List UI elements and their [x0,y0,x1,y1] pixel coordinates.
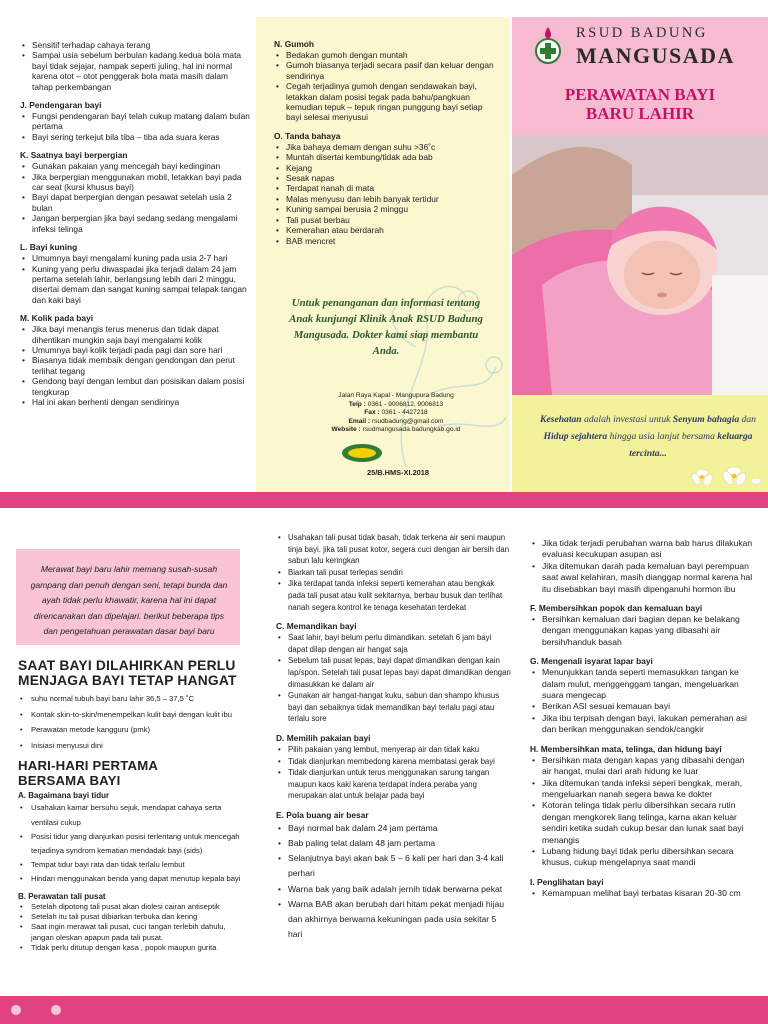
list-item: • Bab paling telat dalam 48 jam pertama [276,836,512,851]
frangipani-flower-icon [688,463,766,491]
list-item: • Bedakan gumoh dengan muntah [274,50,500,60]
bullet-list [530,614,755,648]
intro-box: Merawat bayi baru lahir memang susah-susah gampang dan penuh dengan seni, tetapi bunda dan ayah tidak perlu khawatir, karena hal ini dapat direncanakan dan dipelajari. berikut beberapa tips dan pengetahuan perawatan dasar bayi baru [16,549,240,645]
list-item: • Kotoran telinga tidak perlu dibersihkan secara rutin dengan mengkorek liang telinga, karna akan keluar sendiri ketika sudah cukup besar dan lunak saat bayi menangis [530,800,755,846]
bullet-list [274,142,500,246]
bullet-list [276,532,512,613]
list-item: • Jika ibu terpisah dengan bayi, lakukan pemerahan asi dan berikan menggunakan sendok/cangkir [530,713,755,736]
list-item: • Biasanya tidak membaik dengan gendongan dan perut terlihat tegang [20,355,250,376]
list-item: • Jika tidak terjadi perubahan warna bab harus dilakukan evaluasi kecukupan asupan asi [530,538,755,561]
section [276,621,512,725]
list-item: • Jika terdapat tanda infeksi seperti kemerahan atau bengkak pada tali pusat atau kulit sekitarnya, berbau busuk dan terlihat nanah segera kontrol ke tenaga kesehatan terdekat [276,578,512,613]
list-item: • Sampai usia sebelum berbulan kadang kedua bola mata bayi tidak sejajar, nampak seperti juling, hal ini normal karena otot – otot penggerak bola mata masih dalam tahap perkembangan [20,50,250,92]
list-item: • Gunakan pakaian yang mencegah bayi kedinginan [20,161,250,171]
section-heading: I. Penglihatan bayi [530,876,604,887]
section-heading: O. Tanda bahaya [274,130,341,141]
bullet-list [276,632,512,725]
section [20,150,250,234]
tagline [534,411,762,462]
bullet-list [276,821,512,943]
brochure-title [512,85,768,123]
list-item: • Kuning yang perlu diwaspadai jika terjadi dalam 24 jam pertama setelah lahir, berlangsung lebih dari 2 minggu, disertai demam dan sangat kuning sampai telapak tangan dan kaki bayi [20,264,250,306]
email: rsudbadung@gmail.com [371,417,444,425]
section-heading: J. Pendengaran bayi [20,100,102,111]
list-item: • Inisiasi menyusui dini [18,738,248,754]
list-item: • Tidak perlu ditutup dengan kasa , popok maupun gurita [18,943,248,953]
back-column-3 [530,538,755,907]
list-item: • Bersihkan kemaluan dari bagian depan ke belakang dengan menggunakan kapas yang dibasahi air bersih/handuk basah [530,614,755,648]
list-item: • Biarkan tali pusat terlepas sendiri [276,567,512,579]
hospital-logo [532,25,564,65]
section [530,656,755,735]
section [20,313,250,407]
section [276,532,512,613]
section [276,733,512,802]
umbilical-list [18,902,248,954]
address-block [296,392,496,435]
panel-middle [256,17,510,495]
bullet-list [20,324,250,407]
section [20,40,250,92]
list-item: • Sensitif terhadap cahaya terang [20,40,250,50]
list-item: • Tidak dianjurkan membedong karena membatasi gerak bayi [276,756,512,768]
section [20,100,250,142]
contact-message: Untuk penanganan dan informasi tentang Anak kunjungi Klinik Anak RSUD Badung Mangusada. Dokter kami siap membantu Anda. [289,297,483,357]
back-column-2 [276,532,512,951]
list-item: • Lubang hidung bayi tidak perlu dibersihkan secara khusus, cukup mengelapnya saat mandi [530,846,755,869]
bullet-list [274,50,500,123]
list-item: • Umumnya bayi mengalami kuning pada usia 2-7 hari [20,253,250,263]
list-item: • Terdapat nanah di mata [274,183,500,193]
list-item: • Tempat tidur bayi rata dan tidak terlalu lembut [18,858,248,872]
list-item: • Gumoh biasanya terjadi secara pasif dan keluar dengan sendirinya [274,60,500,81]
section-heading: D. Memilih pakaian bayi [276,732,371,743]
list-item: • Warna bak yang baik adalah jernih tidak berwarna pekat [276,882,512,897]
list-item: • Hal ini akan berhenti dengan sendirinya [20,397,250,407]
tagline-word-kesehatan: Kesehatan [540,414,582,425]
telp-label: Telp : [348,400,366,408]
tagline-part: adalah investasi untuk [581,414,673,425]
list-item: • Menunjukkan tanda seperti memasukkan tangan ke dalam mulut, menggenggam tangan, mengeluarkan suara mengecap [530,667,755,701]
list-item: • BAB mencret [274,236,500,246]
list-item: • Jika bahaya demam dengan suhu >36˚c [274,142,500,152]
list-item: • Jika berpergian menggunakan mobil, letakkan bayi pada car seat (kursi khusus bayi) [20,172,250,193]
floral-ornament-icon [376,257,510,487]
list-item: • Bayi sering terkejut bila tiba – tiba ada suara keras [20,132,250,142]
bullet-list [20,111,250,142]
hospital-name-line2: MANGUSADA [576,43,735,68]
cover-panel [512,17,768,495]
section-heading: K. Saatnya bayi berpergian [20,150,128,161]
list-item: • suhu normal tubuh bayi baru lahir 36,5 – 37,5 ˚C [18,691,248,707]
tagline-word-keluarga: keluarga tercinta... [629,431,753,459]
subheading-umbilical: B. Perawatan tali pusat [18,891,106,901]
list-item: • Berikan ASI sesuai kemauan bayi [530,701,755,712]
section [274,39,500,123]
list-item: • Muntah disertai kembung/tidak ada bab [274,152,500,162]
section-heading: L. Bayi kuning [20,242,78,253]
list-item: • Tali pusat berbau [274,215,500,225]
list-item: • Setelah itu tali pusat dibiarkan terbuka dan kering [18,912,248,922]
list-item: • Umumnya bayi kolik terjadi pada pagi dan sore hari [20,345,250,355]
list-item: • Kejang [274,163,500,173]
list-item: • Kontak skin-to-skin/menempelkan kulit bayi dengan kulit ibu [18,707,248,723]
bullet-list [20,161,250,234]
section [276,810,512,943]
list-item: • Saat lahir, bayi belum perlu dimandikan. setelah 6 jam bayi dapat dilap dengan air hangat saja [276,632,512,655]
bullet-list [20,40,250,92]
web-label: Website : [331,426,361,434]
fax: 0361 - 4427218 [381,409,428,417]
list-item: • Bayi dapat berpergian dengan pesawat setelah usia 2 bulan [20,192,250,213]
list-item: • Kemampuan melihat bayi terbatas kisaran 20-30 cm [530,888,755,899]
section [530,538,755,595]
list-item: • Usahakan tali pusat tidak basah, tidak terkena air seni maupun tinja bayi. jika tali pusat kotor, segera cuci dengan air bersih dan sabun lalu keringkan [276,532,512,567]
bullet-list [530,538,755,595]
tagline-box [512,395,768,495]
list-item: • Posisi tidur yang dianjurkan posisi terlentang untuk mencegah terjadinya syndrom kematian mendadak bayi (sids) [18,830,248,858]
title-line1: PERAWATAN BAYI [564,85,716,104]
section-heading: C. Memandikan bayi [276,621,357,632]
list-item: • Usahakan kamar bersuhu sejuk, mendapat cahaya serta ventilasi cukup [18,801,248,829]
hospital-name-line1: RSUD BADUNG [576,25,708,41]
section [20,242,250,305]
list-item: • Sesak napas [274,173,500,183]
website: rsudmangusada.badungkab.go.id [362,426,461,434]
bullet-list [530,888,755,899]
email-label: Email : [348,417,371,425]
section-heading: G. Mengenali isyarat lapar bayi [530,656,653,667]
footer-band [0,996,768,1024]
list-item: • Jika ditemukan darah pada kemaluan bayi perempuan saat awal kelahiran, masih dianggap normal karena hal itu disebabkan bayi masih dipenganuhi hormon ibu [530,561,755,595]
divider-band [0,492,768,508]
list-item: • Cegah terjadinya gumoh dengan sendawakan bayi, letakkan dalam posisi tegak pada bahu/pangkuan kemudian tepuk – tepuk ringan punggung bayi setiap bayi selesai menyusui [274,81,500,123]
bullet-list [20,253,250,305]
telp: 0361 - 9006812, 9006813 [367,400,444,408]
keep-warm-list [18,691,248,753]
list-item: • Saat ingin merawat tali pusat, cuci tangan terlebih dahulu, jangan oleskan apapun pada tali pusat. [18,922,248,943]
flower-ornament-icon [4,998,74,1022]
heading-first-days: HARI-HARI PERTAMA BERSAMA BAYI [18,758,158,789]
bullet-list [530,667,755,735]
title-line2: BARU LAHIR [585,104,695,123]
list-item: • Warna BAB akan berubah dari hitam pekat menjadi hijau dan akhirnya berwarna kekuningan pada usia sekitar 5 hari [276,897,512,943]
list-item: • Fungsi pendengaran bayi telah cukup matang dalam bulan pertama [20,111,250,132]
tagline-part: dan [739,414,756,425]
section [274,131,500,246]
list-item: • Jangan berpergian jika bayi sedang sedang mengalami infeksi telinga [20,213,250,234]
sleep-list [18,801,248,886]
document-code: 25/B.HMS-XI.2018 [366,468,430,477]
list-item: • Bersihkan mata dengan kapas yang dibasahi dengan air hangat, mulai dari arah hidung ke luar [530,755,755,778]
section [530,603,755,648]
tagline-part: hingga usia lanjut bersama [607,431,718,442]
back-column-1 [18,658,248,954]
list-item: • Malas menyusu dan lebih banyak tertidur [274,194,500,204]
list-item: • Kemerahan atau berdarah [274,225,500,235]
list-item: • Kuning sampai berusia 2 minggu [274,204,500,214]
subheading-sleep: A. Bagaimana bayi tidur [18,791,110,801]
list-item: • Bayi normal bak dalam 24 jam pertama [276,821,512,836]
section-heading: H. Membersihkan mata, telinga, dan hidung bayi [530,743,722,754]
section [530,744,755,869]
panel-left-list [20,40,250,415]
address: Jalan Raya Kapal - Mangupura Badung [338,392,454,399]
list-item: • Jika bayi menangis terus menerus dan tidak dapat dihentikan mungkin saja bayi mengalami kolik [20,324,250,345]
list-item: • Hindari menggunakan benda yang dapat menutup kepala bayi [18,872,248,886]
list-item: • Jika ditemukan tanda infeksi seperi bengkak, merah, mengeluarkan nanah segera bawa ke dokter [530,778,755,801]
section-heading: N. Gumoh [274,39,315,49]
humas-logo [340,442,384,464]
list-item: • Selanjutnya bayi akan bak 5 – 6 kali per hari dan 3-4 kali perhari [276,851,512,881]
section-heading: F. Membersihkan popok dan kemaluan bayi [530,603,703,614]
list-item: • Gunakan air hangat-hangat kuku, sabun dan shampo khusus bayi dan sebaiknya tidak memandikan bayi terlalu pagi atau terlalu sore [276,690,512,725]
panel-middle-list [274,39,500,254]
list-item: • Setelah dipotong tali pusat akan diolesi cairan antiseptik [18,902,248,912]
fax-label: Fax : [364,409,380,417]
bullet-list [276,744,512,802]
section-heading: E. Pola buang air besar [276,809,369,820]
baby-photo [512,135,768,395]
tagline-word-hidup: Hidup sejahtera [543,431,608,442]
bullet-list [530,755,755,869]
list-item: • Gendong bayi dengan lembut dan posisikan dalam posisi tengkurap [20,376,250,397]
tagline-word-senyum: Senyum bahagia [672,414,740,425]
heading-keep-warm: SAAT BAYI DILAHIRKAN PERLU MENJAGA BAYI TETAP HANGAT [18,658,237,688]
list-item: • Sebelum tali pusat lepas, bayi dapat dimandikan dengan kain lap/spon. Setelah tali pusat lepas bayi dapat dimandikan dengan dimasukkan ke dalam air [276,655,512,690]
list-item: • Perawatan metode kangguru (pmk) [18,722,248,738]
list-item: • Tidak dianjurkan untuk terus menggunakan sarung tangan maupun kaos kaki karena terdapat indera peraba yang merupakan alat untuk belajar pada bayi [276,767,512,802]
list-item: • Pilih pakaian yang lembut, menyerap air dan tidak kaku [276,744,512,756]
section [530,877,755,899]
section-heading: M. Kolik pada bayi [20,313,94,324]
